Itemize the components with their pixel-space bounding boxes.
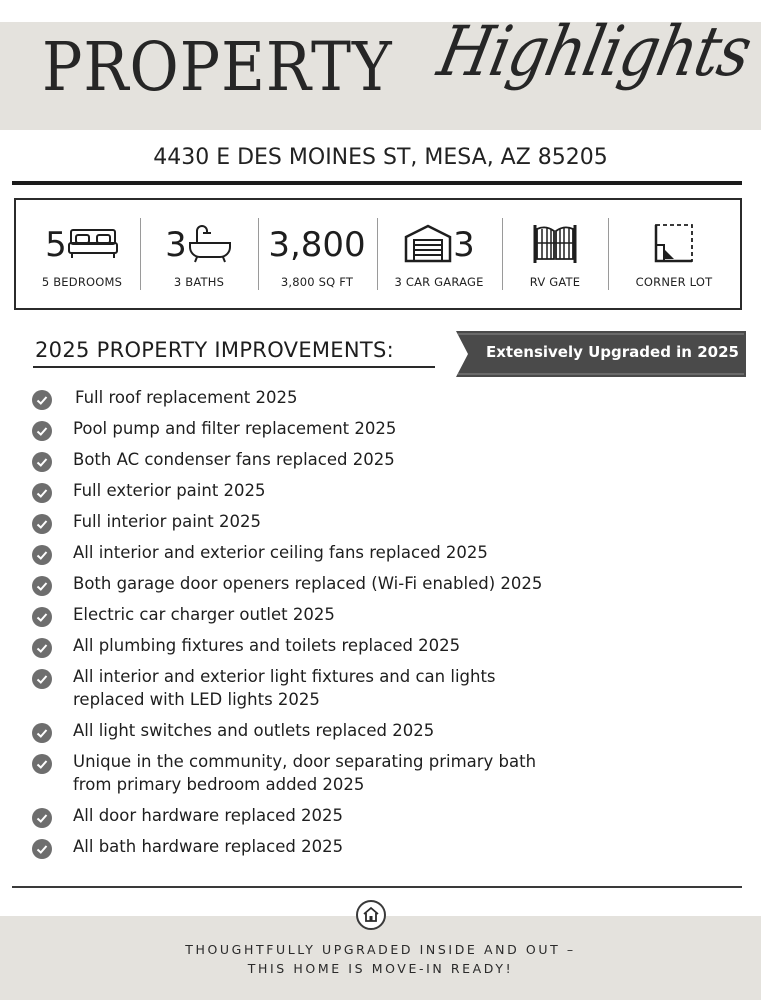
improvements-title: 2025 PROPERTY IMPROVEMENTS: [35,338,395,362]
list-item: All plumbing fixtures and toilets replaced 2025 [32,634,592,657]
stat-corner-lot [609,200,739,308]
list-item: All interior and exterior light fixtures and can lights replaced with LED lights 2025 [32,665,513,711]
stat-bedrooms-label: 5 BEDROOMS [41,275,123,289]
improvements-list [32,386,592,858]
footer-line-1: THOUGHTFULLY UPGRADED INSIDE AND OUT – [185,942,576,957]
property-address: 4430 E DES MOINES ST, MESA, AZ 85205 [153,145,608,170]
list-item: Both AC condenser fans replaced 2025 [32,448,592,471]
bottom-rule [12,886,742,888]
check-icon [32,669,52,689]
list-item: Both garage door openers replaced (Wi-Fi enabled) 2025 [32,572,592,595]
check-icon [32,545,52,565]
stat-bedrooms-value: 5 [45,225,67,265]
bed-icon [67,226,119,264]
footer-line-2: THIS HOME IS MOVE-IN READY! [247,961,514,976]
stat-bedrooms [24,200,140,308]
stat-baths [141,200,257,308]
check-icon [32,638,52,658]
check-icon [32,754,52,774]
corner-lot-icon [652,221,696,269]
check-icon [32,839,52,859]
check-icon [32,421,52,441]
list-item: All bath hardware replaced 2025 [32,835,592,858]
check-icon [32,607,52,627]
stat-garage-label: 3 CAR GARAGE [394,275,484,289]
gate-icon [531,221,579,269]
check-icon [32,514,52,534]
check-icon [32,483,52,503]
list-item: Unique in the community, door separating primary bath from primary bedroom added 2025 [32,750,543,796]
check-icon [32,390,52,410]
list-item: Full exterior paint 2025 [32,479,592,502]
stat-sqft [259,200,375,308]
stat-garage-value: 3 [453,225,475,265]
stats-box [14,198,742,310]
check-icon [32,723,52,743]
stat-garage [378,200,500,308]
stat-corner-lot-label: CORNER LOT [635,275,713,289]
stat-baths-value: 3 [165,225,187,265]
list-item: All door hardware replaced 2025 [32,804,592,827]
list-item: All light switches and outlets replaced 2025 [32,719,592,742]
stat-baths-label: 3 BATHS [173,275,225,289]
check-icon [32,808,52,828]
check-icon [32,452,52,472]
stat-sqft-label: 3,800 SQ FT [280,275,354,289]
list-item: Pool pump and filter replacement 2025 [32,417,592,440]
title-highlights: Highlights [431,11,758,93]
home-icon [356,900,386,930]
garage-icon [403,223,453,267]
improvements-underline [33,366,435,368]
stat-rv-gate [503,200,607,308]
list-item: All interior and exterior ceiling fans replaced 2025 [32,541,592,564]
upgrade-banner-text: Extensively Upgraded in 2025 [486,343,739,361]
list-item: Electric car charger outlet 2025 [32,603,592,626]
stat-rv-gate-label: RV GATE [529,275,581,289]
divider-rule [12,181,742,185]
list-item: Full roof replacement 2025 [32,386,592,409]
footer-tagline [0,940,761,978]
title-property: PROPERTY [42,28,393,107]
check-icon [32,576,52,596]
list-item: Full interior paint 2025 [32,510,592,533]
stat-sqft-value: 3,800 [268,225,366,265]
bathtub-icon [187,223,233,267]
